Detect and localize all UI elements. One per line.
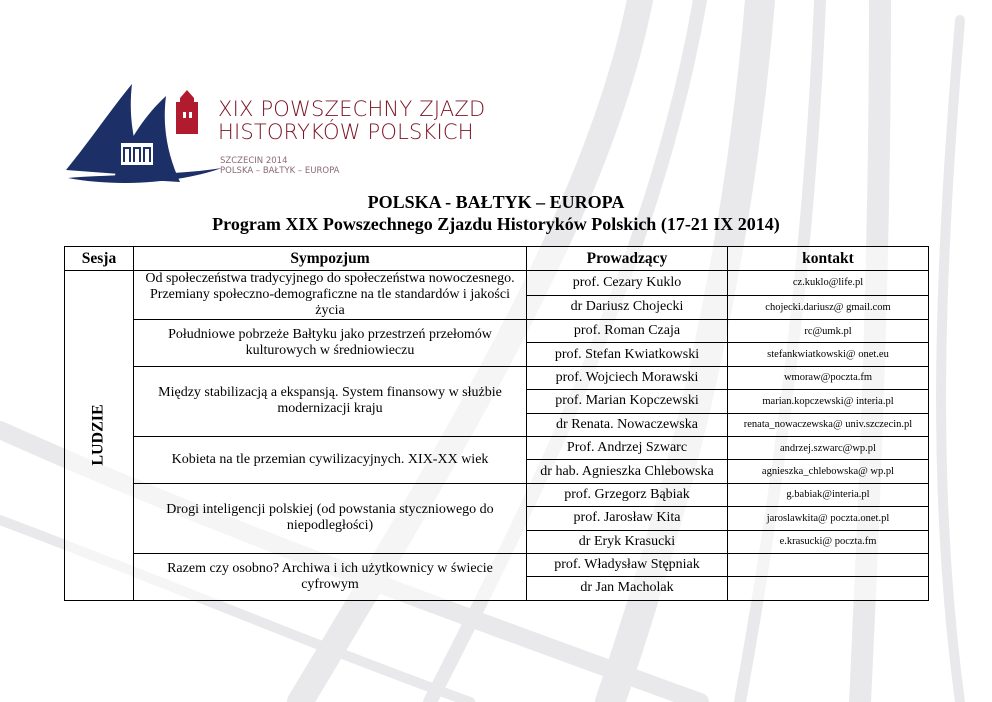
table-row (65, 320, 929, 343)
header-session: Sesja (65, 247, 134, 271)
leader-name: prof. Jarosław Kita (527, 507, 728, 530)
leader-contact[interactable]: agnieszka_chlebowska@ wp.pl (728, 460, 929, 483)
leader-contact[interactable]: e.krasucki@ poczta.fm (728, 530, 929, 553)
leader-name: prof. Grzegorz Bąbiak (527, 483, 728, 506)
congress-logo (62, 78, 512, 190)
leader-contact[interactable]: marian.kopczewski@ interia.pl (728, 390, 929, 413)
symposium-title: Między stabilizacją a ekspansją. System finansowy w służbie modernizacji kraju (134, 366, 527, 436)
symposium-title: Od społeczeństwa tradycyjnego do społeczeństwa nowoczesnego. Przemiany społeczno-demograficzne na tle standardów i jakości życia (134, 271, 527, 320)
header-lead: Prowadzący (527, 247, 728, 271)
leader-contact[interactable]: g.babiak@interia.pl (728, 483, 929, 506)
leader-contact[interactable]: stefankwiatkowski@ onet.eu (728, 343, 929, 366)
leader-name: prof. Wojciech Morawski (527, 366, 728, 389)
symposium-title: Drogi inteligencji polskiej (od powstania styczniowego do niepodległości) (134, 483, 527, 553)
heading-line1: POLSKA - BAŁTYK – EUROPA (367, 192, 625, 212)
leader-contact (728, 553, 929, 576)
table-row (65, 366, 929, 389)
leader-name: dr Dariusz Chojecki (527, 295, 728, 320)
leader-contact[interactable]: cz.kuklo@life.pl (728, 271, 929, 296)
leader-name: Prof. Andrzej Szwarc (527, 436, 728, 459)
program-table (64, 246, 929, 601)
leader-name: prof. Stefan Kwiatkowski (527, 343, 728, 366)
logo-subtitle (220, 156, 339, 176)
leader-name: dr Jan Macholak (527, 577, 728, 600)
table-row (65, 271, 929, 296)
leader-contact[interactable]: rc@umk.pl (728, 320, 929, 343)
session-cell (65, 271, 134, 601)
heading-line2: Program XIX Powszechnego Zjazdu Historyków Polskich (17-21 IX 2014) (212, 214, 780, 234)
leader-name: prof. Władysław Stępniak (527, 553, 728, 576)
header-contact: kontakt (728, 247, 929, 271)
leader-name: prof. Roman Czaja (527, 320, 728, 343)
leader-contact[interactable]: renata_nowaczewska@ univ.szczecin.pl (728, 413, 929, 436)
leader-name: prof. Cezary Kuklo (527, 271, 728, 296)
symposium-title: Razem czy osobno? Archiwa i ich użytkownicy w świecie cyfrowym (134, 553, 527, 600)
table-row (65, 436, 929, 459)
sail-ship-logo-icon (62, 78, 222, 190)
leader-contact (728, 577, 929, 600)
page-heading (0, 191, 992, 235)
symposium-title: Południowe pobrzeże Bałtyku jako przestrzeń przełomów kulturowych w średniowieczu (134, 320, 527, 367)
logo-title-line1: XIX POWSZECHNY ZJAZD (218, 97, 486, 121)
leader-name: dr hab. Agnieszka Chlebowska (527, 460, 728, 483)
logo-title (218, 98, 485, 144)
leader-contact[interactable]: jaroslawkita@ poczta.onet.pl (728, 507, 929, 530)
symposium-title: Kobieta na tle przemian cywilizacyjnych. XIX-XX wiek (134, 436, 527, 483)
leader-name: dr Renata. Nowaczewska (527, 413, 728, 436)
leader-name: prof. Marian Kopczewski (527, 390, 728, 413)
session-name: LUDZIE (89, 404, 107, 467)
leader-contact[interactable]: andrzej.szwarc@wp.pl (728, 436, 929, 459)
table-row (65, 553, 929, 576)
logo-sub-line1: SZCZECIN 2014 (220, 156, 288, 166)
leader-name: dr Eryk Krasucki (527, 530, 728, 553)
leader-contact[interactable]: chojecki.dariusz@ gmail.com (728, 295, 929, 320)
logo-title-line2: HISTORYKÓW POLSKICH (218, 120, 474, 144)
leader-contact[interactable]: wmoraw@poczta.fm (728, 366, 929, 389)
header-symposium: Sympozjum (134, 247, 527, 271)
logo-sub-line2: POLSKA – BAŁTYK – EUROPA (220, 166, 340, 176)
table-row (65, 483, 929, 506)
table-header-row (65, 247, 929, 271)
